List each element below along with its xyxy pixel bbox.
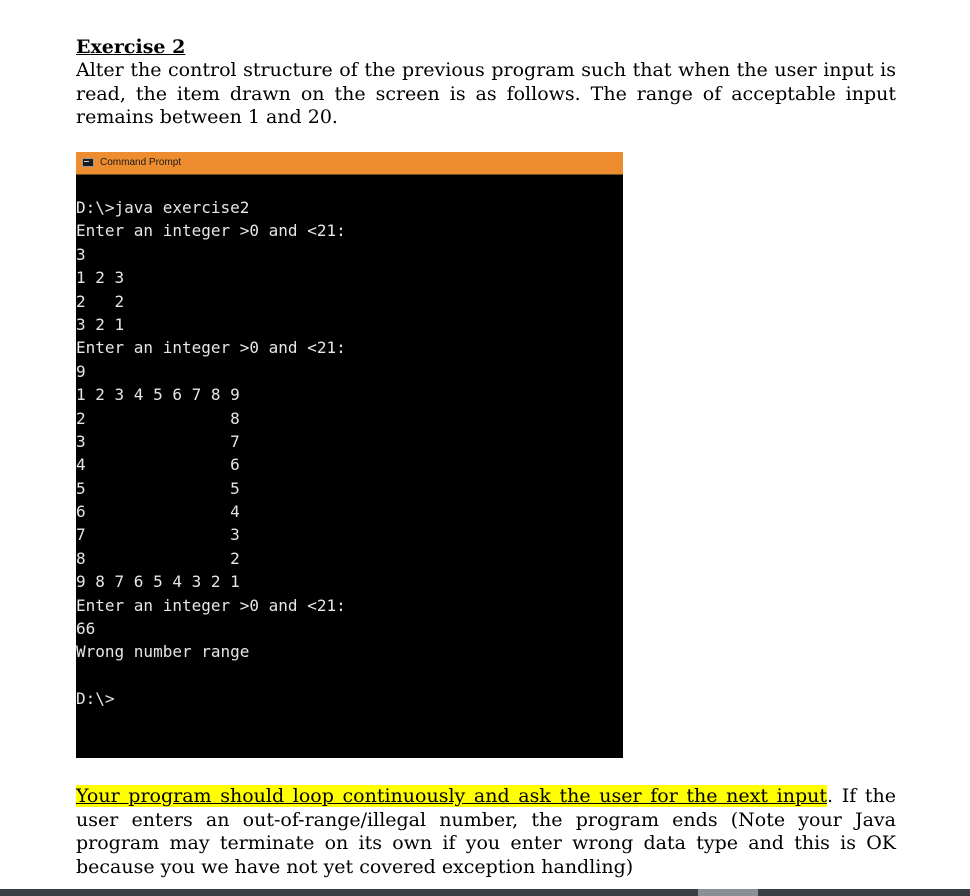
console-line: 5 5 [76, 478, 240, 498]
console-line: 3 7 [76, 431, 240, 451]
console-line: Enter an integer >0 and <21: [76, 338, 346, 358]
console-line: 2 8 [76, 408, 240, 428]
cmd-icon [82, 158, 94, 167]
console-output [76, 196, 623, 711]
console-line: 1 2 3 [76, 268, 125, 288]
console-line: 6 4 [76, 502, 240, 522]
highlighted-instruction: Your program should loop continuously and ask the user for the next input [76, 785, 828, 807]
console-line: Enter an integer >0 and <21: [76, 221, 346, 241]
console-line: 9 [76, 361, 86, 381]
console-line [76, 664, 623, 687]
intro-paragraph: Alter the control structure of the previous program such that when the user input is read, the item drawn on the screen is as follows. The range of acceptable input remains between 1 and 20. [76, 59, 896, 128]
console-line: D:\> [76, 689, 115, 709]
console-line: D:\>java exercise2 [76, 198, 250, 217]
command-prompt-screenshot [76, 152, 623, 758]
scrollbar-thumb[interactable] [698, 889, 758, 896]
bottom-scrollbar [0, 889, 970, 896]
console-line: 4 6 [76, 455, 240, 475]
console-line: Enter an integer >0 and <21: [76, 595, 346, 615]
instructions-paragraph [76, 785, 896, 879]
console-line: 1 2 3 4 5 6 7 8 9 [76, 385, 240, 405]
console-line: 9 8 7 6 5 4 3 2 1 [76, 572, 240, 592]
window-titlebar [76, 152, 623, 175]
instruction-rest: . If the user enters an out-of-range/illegal number, the program ends (Note your Java program may terminate on its own if you enter wrong data type and this is OK because you we have not yet covered exception handling) [76, 785, 896, 878]
console-line: 3 [76, 244, 86, 264]
console-line: Wrong number range [76, 642, 250, 662]
exercise-heading: Exercise 2 [76, 36, 186, 58]
console-line: 2 2 [76, 291, 125, 311]
console-line: 7 3 [76, 525, 240, 545]
console-line: 8 2 [76, 548, 240, 568]
console-line: 66 [76, 619, 96, 639]
console-line: 3 2 1 [76, 314, 125, 334]
window-title: Command Prompt [100, 157, 182, 168]
